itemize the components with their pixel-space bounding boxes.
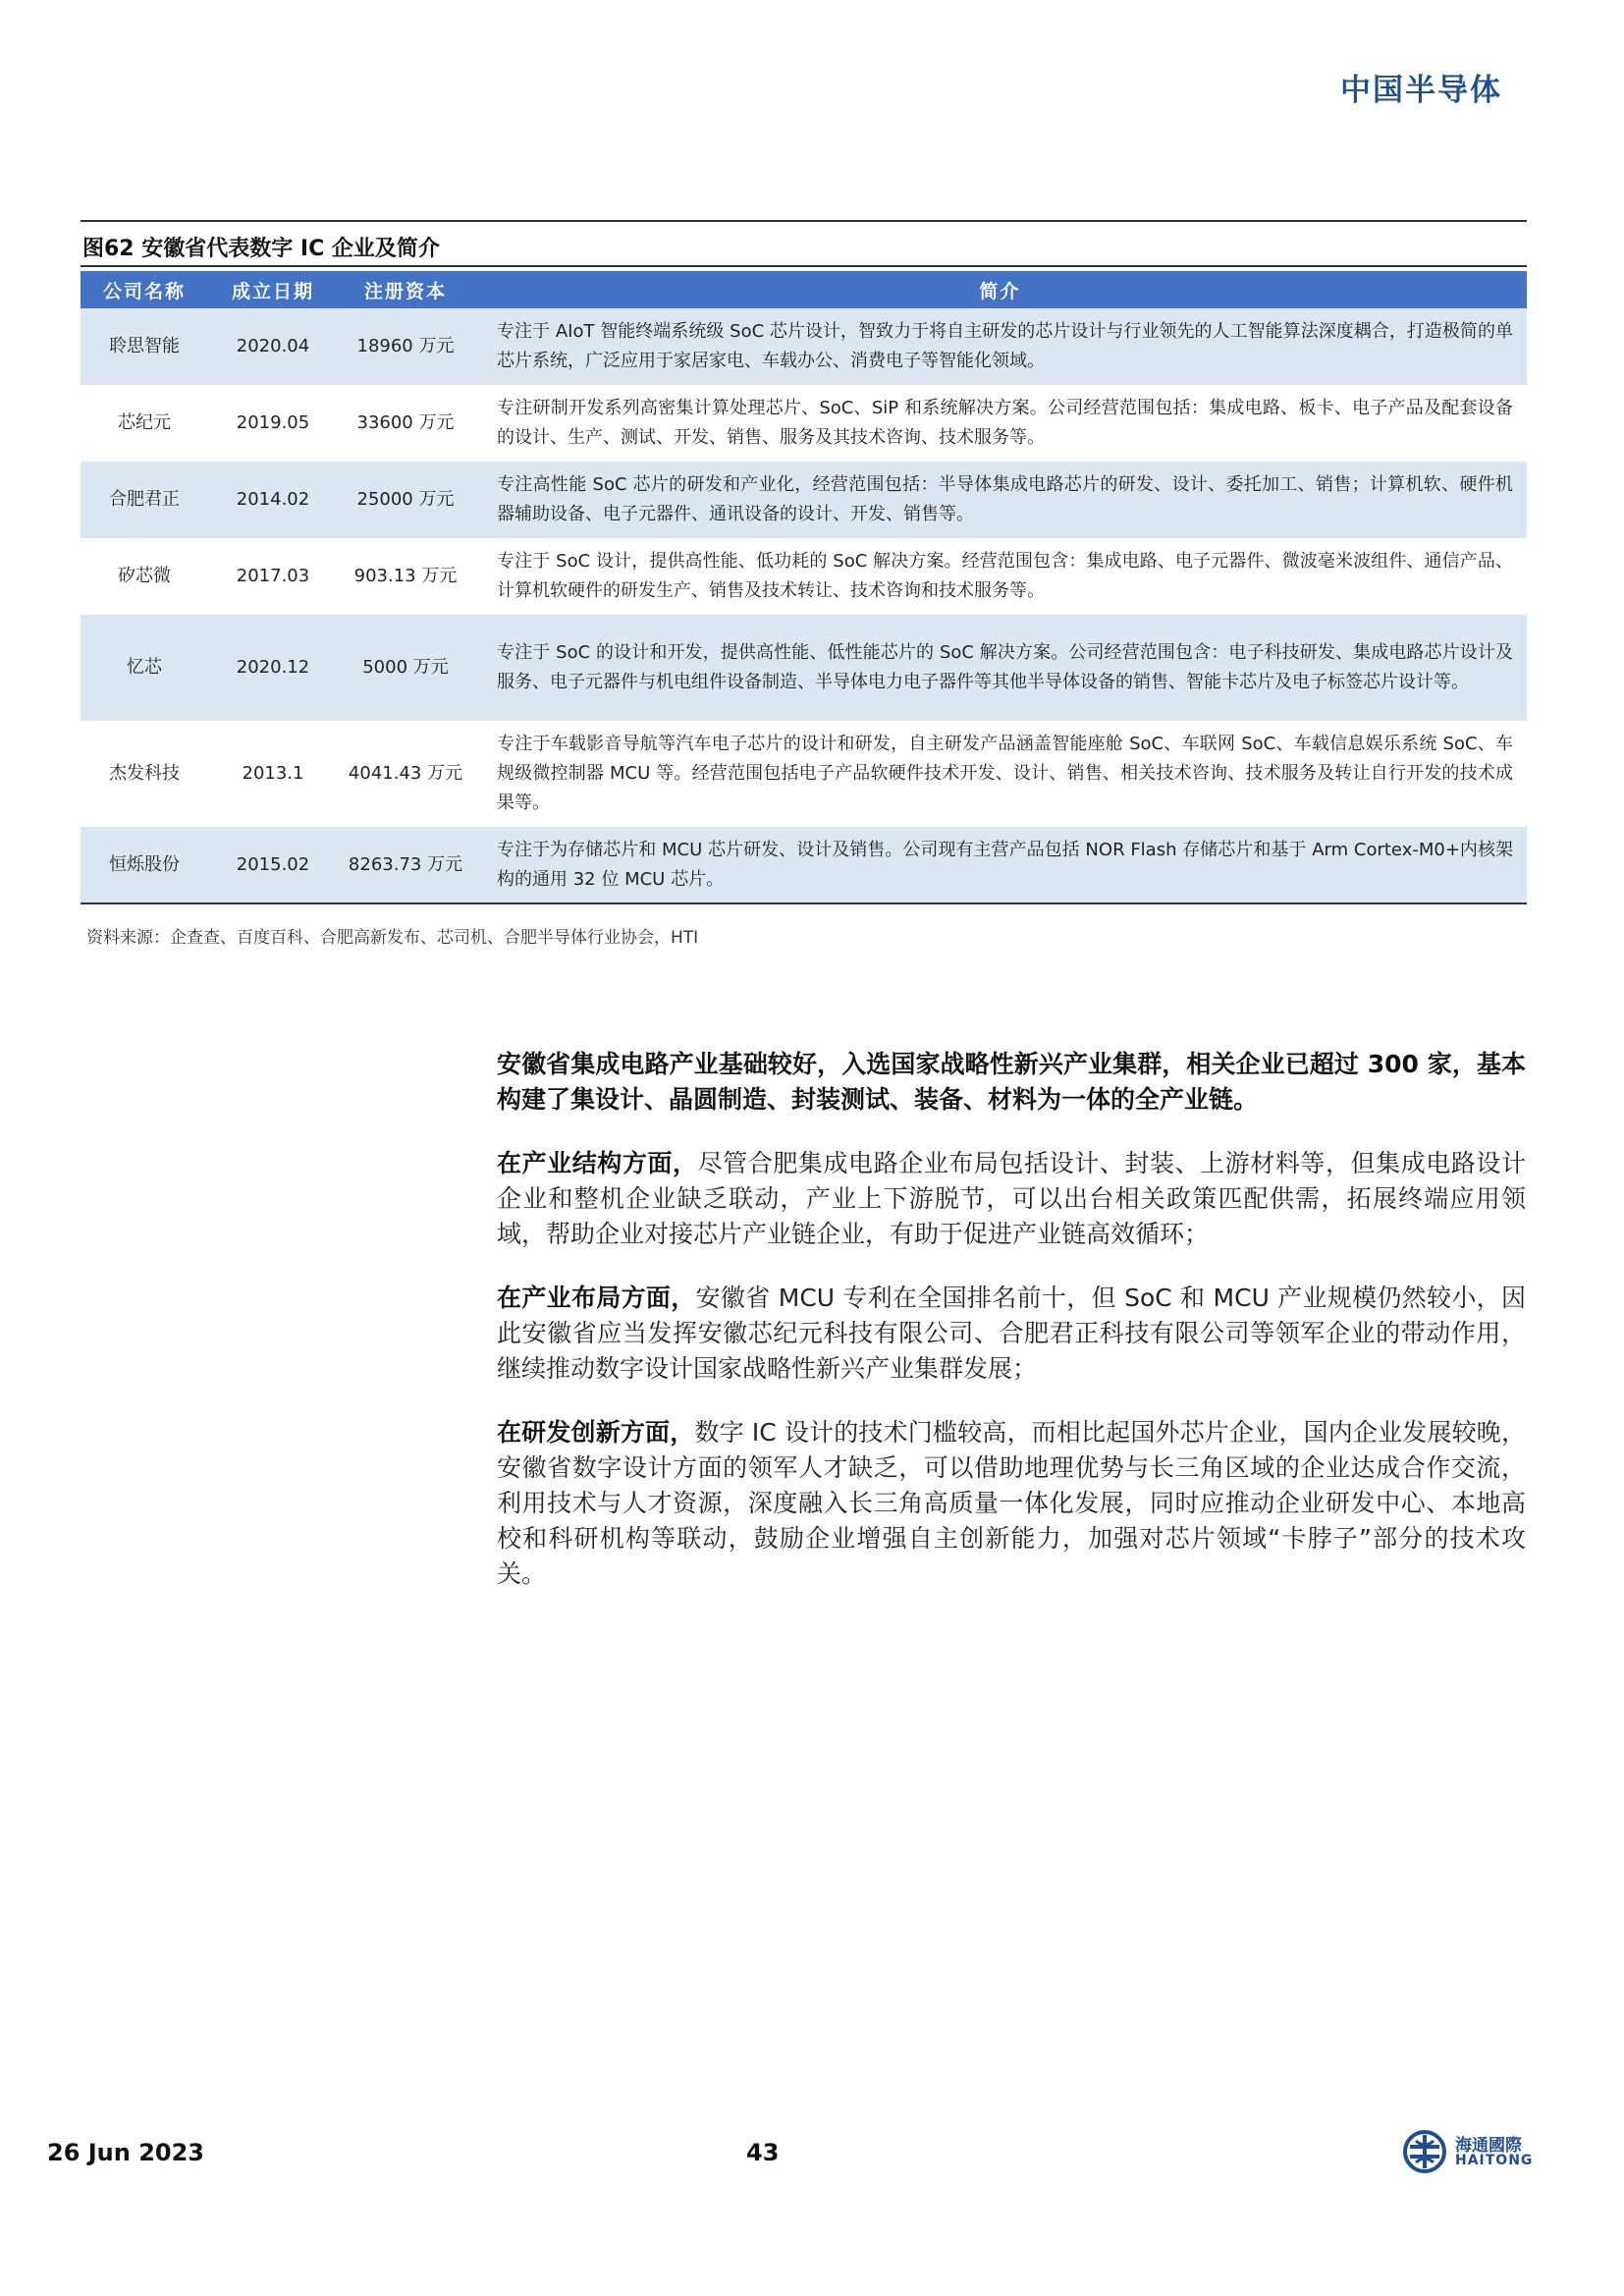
founded-date: 2017.03 [236, 566, 310, 586]
registered-capital: 4041.43 万元 [348, 763, 463, 784]
column-header-capital: 注册资本 [338, 271, 473, 308]
company-description: 专注研制开发系列高密集计算处理芯片、SoC、SiP 和系统解决方案。公司经营范围包括：集成电路、板卡、电子产品及配套设备的设计、生产、测试、开发、销售、服务及其技术咨询、技术服务等。 [497, 398, 1513, 448]
table-row [81, 538, 1527, 615]
company-name: 忆芯 [81, 615, 208, 721]
company-name: 恒烁股份 [81, 827, 208, 903]
figure-title-rule [81, 265, 1527, 267]
founded-date: 2020.04 [208, 308, 338, 385]
table-row [81, 308, 1527, 385]
logo-text-cn: 海通國際 [1455, 2136, 1522, 2156]
company-name: 合肥君正 [81, 462, 208, 538]
founded-date: 2014.02 [208, 462, 338, 538]
figure-title: 图62 安徽省代表数字 IC 企业及简介 [82, 237, 440, 261]
founded-date: 2015.02 [208, 827, 338, 903]
column-header-desc: 简介 [473, 271, 1527, 308]
registered-capital: 25000 万元 [338, 462, 473, 538]
table-header-row [81, 271, 1527, 308]
company-description: 专注高性能 SoC 芯片的研发和产业化，经营范围包括：半导体集成电路芯片的研发、设计、委托加工、销售；计算机软、硬件机器辅助设备、电子元器件、通讯设备的设计、开发、销售等。 [473, 462, 1527, 538]
company-name: 芯纪元 [118, 412, 171, 433]
paragraph-text: 数字 IC 设计的技术门槛较高，而相比起国外芯片企业，国内企业发展较晚，安徽省数字设计方面的领军人才缺乏，可以借助地理优势与长三角区域的企业达成合作交流，利用技术与人才资源，深度融入长三角高质量一体化发展，同时应推动企业研发中心、本地高校和科研机构等联动，鼓励企业增强自主创新能力，加强对芯片领域“卡脖子”部分的技术攻关。 [497, 1418, 1526, 1588]
paragraph-heading: 在产业布局方面， [497, 1284, 696, 1312]
company-name: 矽芯微 [118, 566, 171, 586]
header-title: 中国半导体 [1340, 73, 1502, 108]
footer-date: 26 Jun 2023 [47, 2139, 205, 2166]
table-row [81, 721, 1527, 827]
figure-top-rule [81, 220, 1527, 222]
founded-date: 2020.12 [208, 615, 338, 721]
registered-capital: 8263.73 万元 [338, 827, 473, 903]
company-description: 专注于 SoC 的设计和开发，提供高性能、低性能芯片的 SoC 解决方案。公司经营范围包含：电子科技研发、集成电路芯片设计及服务、电子元器件与机电组件设备制造、半导体电力电子器件等其他半导体设备的销售、智能卡芯片及电子标签芯片设计等。 [473, 615, 1527, 721]
lead-paragraph: 安徽省集成电路产业基础较好，入选国家战略性新兴产业集群，相关企业已超过 300 家，基本构建了集设计、晶圆制造、封装测试、装备、材料为一体的全产业链。 [497, 1050, 1526, 1114]
paragraph-text: 安徽省 MCU 专利在全国排名前十，但 SoC 和 MCU 产业规模仍然较小，因此安徽省应当发挥安徽芯纪元科技有限公司、合肥君正科技有限公司等领军企业的带动作用，继续推动数字设计国家战略性新兴产业集群发展； [497, 1284, 1526, 1383]
company-name: 聆思智能 [81, 308, 208, 385]
source-note: 资料来源：企查查、百度百科、合肥高新发布、芯司机、合肥半导体行业协会，HTI [86, 928, 699, 948]
logo-text-en: HAITONG [1455, 2153, 1534, 2168]
company-name: 杰发科技 [109, 763, 180, 784]
company-table [81, 271, 1527, 904]
registered-capital: 18960 万元 [338, 308, 473, 385]
table-row [81, 827, 1527, 903]
paragraph-heading: 在研发创新方面， [497, 1418, 695, 1447]
company-description: 专注于 SoC 设计，提供高性能、低功耗的 SoC 解决方案。经营范围包含：集成电路、电子元器件、微波毫米波组件、通信产品、计算机软硬件的研发生产、销售及技术转让、技术咨询和技术服务等。 [497, 551, 1513, 601]
registered-capital: 5000 万元 [338, 615, 473, 721]
company-description: 专注于车载影音导航等汽车电子芯片的设计和研发，自主研发产品涵盖智能座舱 SoC、车联网 SoC、车载信息娱乐系统 SoC、车规级微控制器 MCU 等。经营范围包括电子产品软硬件技术开发、设计、销售、相关技术咨询、技术服务及转让自行开发的技术成果等。 [497, 734, 1513, 813]
body-text [497, 1047, 1526, 1620]
founded-date: 2013.1 [242, 763, 304, 784]
company-description: 专注于为存储芯片和 MCU 芯片研发、设计及销售。公司现有主营产品包括 NOR Flash 存储芯片和基于 Arm Cortex-M0+内核架构的通用 32 位 MCU 芯片。 [473, 827, 1527, 903]
table-row [81, 462, 1527, 538]
paragraph-text: 尽管合肥集成电路企业布局包括设计、封装、上游材料等，但集成电路设计企业和整机企业缺乏联动，产业上下游脱节，可以出台相关政策匹配供需，拓展终端应用领域，帮助企业对接芯片产业链企业，有助于促进产业链高效循环； [497, 1149, 1526, 1248]
registered-capital: 903.13 万元 [353, 566, 458, 586]
paragraph-industry-structure [497, 1146, 1526, 1252]
registered-capital: 33600 万元 [356, 412, 455, 433]
column-header-name: 公司名称 [81, 271, 208, 308]
paragraph-rd-innovation [497, 1415, 1526, 1592]
page-number: 43 [746, 2139, 780, 2166]
haitong-logo [1402, 2127, 1534, 2176]
paragraph-industry-layout [497, 1281, 1526, 1387]
company-description: 专注于 AIoT 智能终端系统级 SoC 芯片设计，智致力于将自主研发的芯片设计与行业领先的人工智能算法深度耦合，打造极简的单芯片系统，广泛应用于家居家电、车载办公、消费电子等智能化领域。 [473, 308, 1527, 385]
table-row [81, 385, 1527, 462]
haitong-logo-icon [1402, 2129, 1447, 2174]
table-row [81, 615, 1527, 721]
paragraph-heading: 在产业结构方面， [497, 1149, 698, 1177]
column-header-date: 成立日期 [208, 271, 338, 308]
founded-date: 2019.05 [236, 412, 310, 433]
